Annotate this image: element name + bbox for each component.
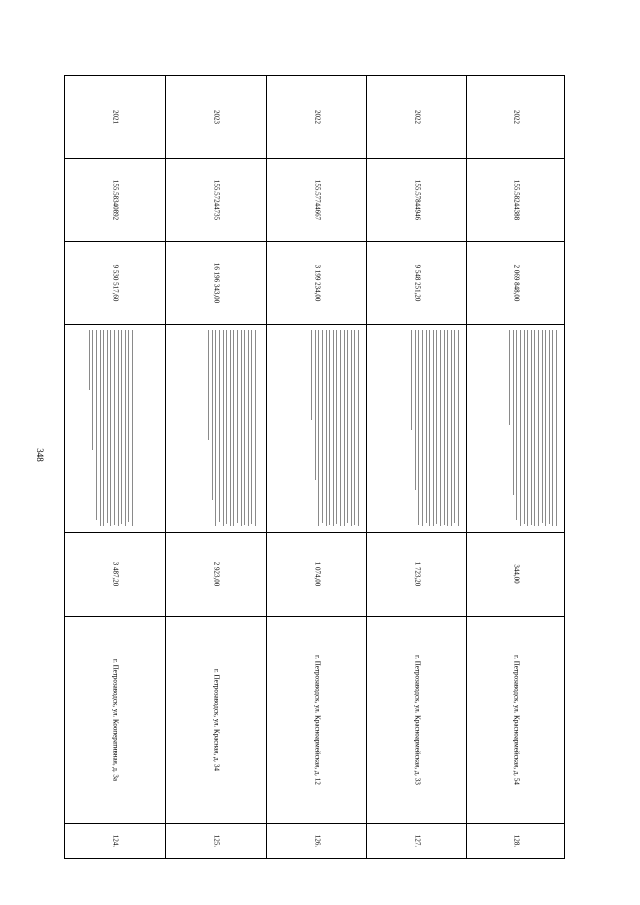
address-value: г. Петрозаводск, ул. Красноармейская, д. 12 [313, 654, 321, 785]
area-value: 2 923,00 [212, 561, 221, 587]
row-number: 124. [111, 834, 120, 847]
repair-schedule-table [64, 75, 565, 859]
cost-cell [467, 241, 564, 324]
year-cell [166, 76, 266, 158]
work-description-cell [367, 324, 466, 532]
cost-cell [65, 241, 165, 324]
row-number: 125. [212, 834, 221, 847]
area-value: 344,00 [512, 564, 520, 584]
rate-value: 155.58244388 [512, 179, 520, 220]
number-cell [267, 823, 366, 858]
rate-value: 155.57244735 [212, 179, 221, 220]
cost-cell [166, 241, 266, 324]
row-number: 127. [413, 834, 421, 847]
table-row [267, 76, 367, 858]
year-value: 2022 [512, 110, 520, 124]
number-cell [166, 823, 266, 858]
cost-value: 9 548 251,20 [413, 264, 421, 301]
area-cell [367, 532, 466, 616]
area-value: 1 723,20 [413, 561, 421, 587]
work-description-cell [166, 324, 266, 532]
rate-cell [65, 158, 165, 241]
address-cell [65, 616, 165, 823]
year-value: 2022 [313, 110, 321, 124]
year-cell [467, 76, 564, 158]
area-cell [166, 532, 266, 616]
address-value: г. Петрозаводск, ул. Красноармейская, д. 33 [413, 654, 421, 785]
rate-value: 155.58340892 [111, 179, 120, 220]
cost-cell [367, 241, 466, 324]
table-row [65, 76, 166, 858]
address-cell [367, 616, 466, 823]
cost-value: 2 069 848,00 [512, 264, 520, 301]
address-value: г. Петрозаводск, ул. Кооперативная, д. 3а [111, 658, 120, 781]
table-row [467, 76, 564, 858]
year-value: 2021 [111, 110, 120, 124]
table-row [367, 76, 467, 858]
number-cell [467, 823, 564, 858]
work-description-cell [65, 324, 165, 532]
year-cell [367, 76, 466, 158]
work-description-text [299, 330, 359, 526]
area-cell [267, 532, 366, 616]
cost-cell [267, 241, 366, 324]
area-cell [65, 532, 165, 616]
address-cell [467, 616, 564, 823]
number-cell [65, 823, 165, 858]
rate-value: 155.57744667 [313, 179, 321, 220]
rate-cell [367, 158, 466, 241]
address-value: г. Петрозаводск, ул. Красная, д. 34 [212, 668, 221, 771]
address-cell [267, 616, 366, 823]
page-number: 348 [35, 448, 45, 462]
cost-value: 16 196 343,00 [212, 262, 221, 303]
area-value: 1 074,00 [313, 561, 321, 587]
work-description-text [399, 330, 459, 526]
cost-value: 3 199 234,00 [313, 264, 321, 301]
year-cell [65, 76, 165, 158]
rate-value: 155.57844946 [413, 179, 421, 220]
rate-cell [267, 158, 366, 241]
work-description-cell [467, 324, 564, 532]
row-number: 128. [512, 834, 520, 847]
work-description-text [77, 330, 133, 526]
work-description-cell [267, 324, 366, 532]
year-value: 2022 [413, 110, 421, 124]
row-number: 126. [313, 834, 321, 847]
cost-value: 9 530 517,60 [111, 264, 120, 301]
rate-cell [467, 158, 564, 241]
address-cell [166, 616, 266, 823]
table-row [166, 76, 267, 858]
area-value: 3 487,20 [111, 561, 120, 587]
year-cell [267, 76, 366, 158]
work-description-text [196, 330, 256, 526]
area-cell [467, 532, 564, 616]
year-value: 2023 [212, 110, 221, 124]
work-description-text [497, 330, 557, 526]
address-value: г. Петрозаводск, ул. Красноармейская, д. 54 [512, 654, 520, 785]
number-cell [367, 823, 466, 858]
rate-cell [166, 158, 266, 241]
